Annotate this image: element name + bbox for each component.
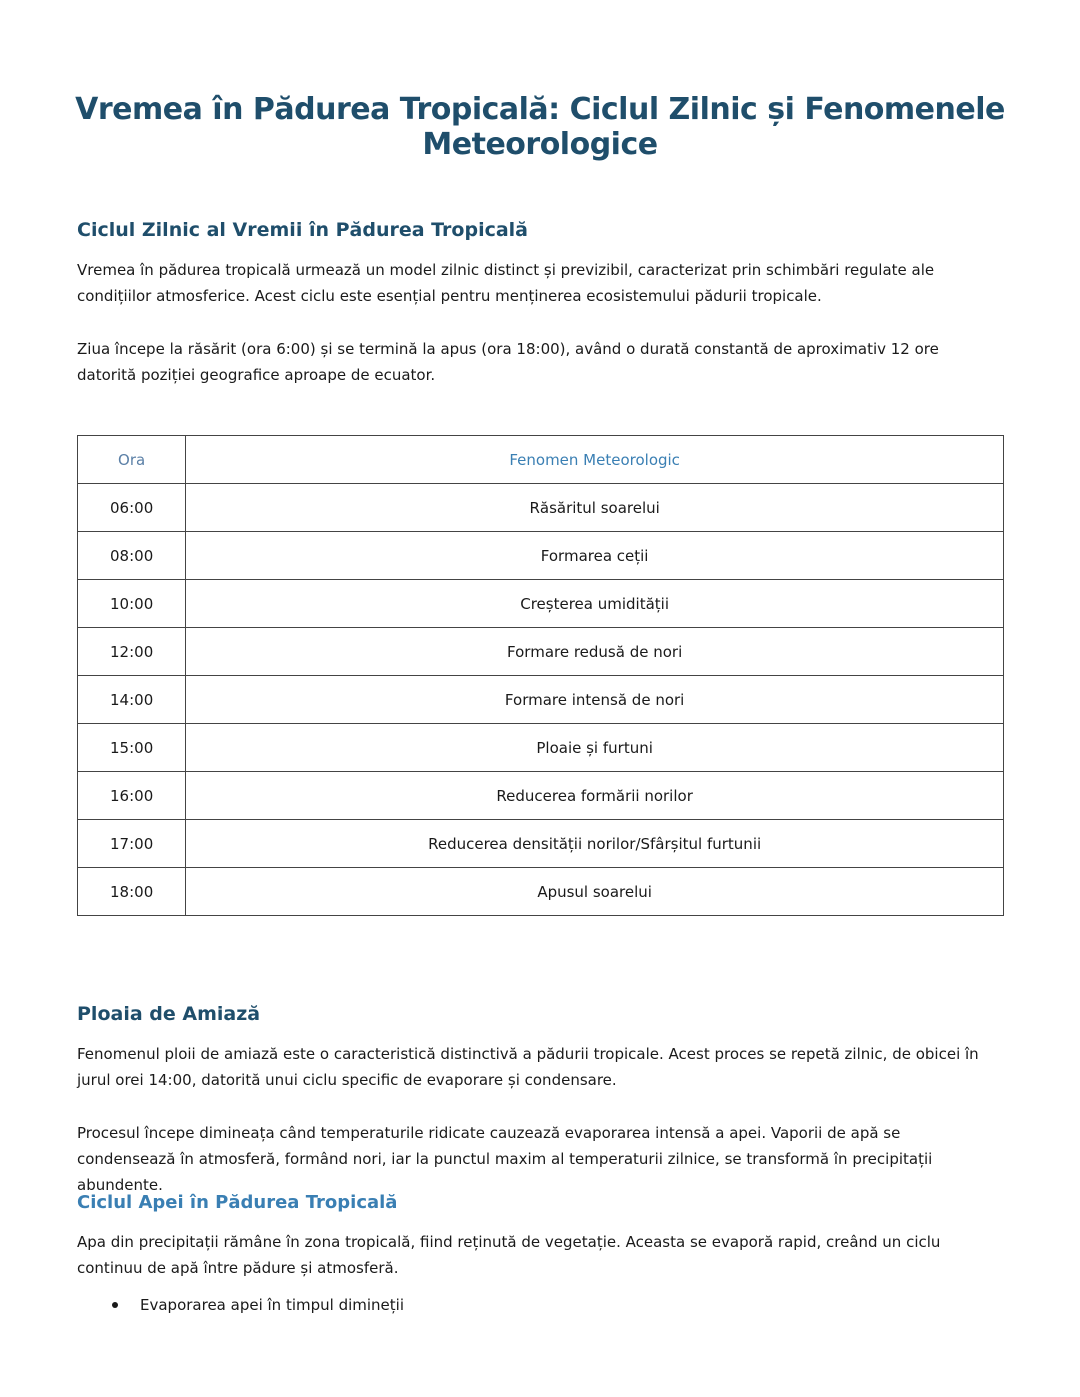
water-cycle-bullet-list [77,1292,404,1318]
hour-cell: 12:00 [78,628,186,676]
list-item-text: Evaporarea apei în timpul dimineții [140,1296,404,1314]
phenomenon-cell: Formare redusă de nori [186,628,1004,676]
phenomenon-cell: Formarea ceții [186,532,1004,580]
hour-cell: 18:00 [78,868,186,916]
paragraph-afternoon-rain-intro: Fenomenul ploii de amiază este o caracteristică distinctivă a pădurii tropicale. Acest proces se repetă zilnic, de obicei în jurul orei 14:00, datorită unui ciclu specific de evaporare și condensare. [77,1045,979,1089]
table-row [78,484,1004,532]
paragraph-rain-process: Procesul începe dimineața când temperaturile ridicate cauzează evaporarea intensă a apei. Vaporii de apă se condensează în atmosferă, formând nori, iar la punctul maxim al temperaturii zilnice, se transformă în precipitații abundente. [77,1124,933,1194]
table-header-row [78,436,1004,484]
table-row [78,628,1004,676]
table-row [78,580,1004,628]
weather-phenomena-table [77,435,1004,916]
paragraph-day-length: Ziua începe la răsărit (ora 6:00) și se termină la apus (ora 18:00), având o durată constantă de aproximativ 12 ore datorită poziției geografice aproape de ecuator. [77,340,939,384]
phenomenon-cell: Formare intensă de nori [186,676,1004,724]
table-row [78,772,1004,820]
paragraph-water-cycle: Apa din precipitații rămâne în zona tropicală, fiind reținută de vegetație. Aceasta se evaporă rapid, creând un ciclu continuu de apă între pădure și atmosferă. [77,1233,941,1277]
phenomenon-cell: Răsăritul soarelui [186,484,1004,532]
table-row [78,532,1004,580]
table-row [78,724,1004,772]
column-header-phenomenon: Fenomen Meteorologic [186,436,1004,484]
hour-cell: 14:00 [78,676,186,724]
page-title: Vremea în Pădurea Tropicală: Ciclul Zilnic și Fenomenele Meteorologice [75,92,1005,162]
section-heading-water-cycle: Ciclul Apei în Pădurea Tropicală [77,1192,398,1213]
phenomenon-cell: Reducerea formării norilor [186,772,1004,820]
phenomenon-cell: Creșterea umidității [186,580,1004,628]
hour-cell: 17:00 [78,820,186,868]
phenomenon-cell: Reducerea densității norilor/Sfârșitul furtunii [186,820,1004,868]
column-header-hour: Ora [78,436,186,484]
hour-cell: 15:00 [78,724,186,772]
bullet-dot-icon [112,1302,118,1308]
section-heading-afternoon-rain: Ploaia de Amiază [77,1003,261,1025]
table-row [78,676,1004,724]
section-heading-daily-cycle: Ciclul Zilnic al Vremii în Pădurea Tropicală [77,219,528,241]
table-row [78,868,1004,916]
paragraph-daily-cycle-intro: Vremea în pădurea tropicală urmează un model zilnic distinct și previzibil, caracterizat prin schimbări regulate ale condițiilor atmosferice. Acest ciclu este esențial pentru menținerea ecosistemului pădurii tropicale. [77,261,935,305]
hour-cell: 10:00 [78,580,186,628]
hour-cell: 08:00 [78,532,186,580]
hour-cell: 06:00 [78,484,186,532]
hour-cell: 16:00 [78,772,186,820]
table-row [78,820,1004,868]
phenomenon-cell: Ploaie și furtuni [186,724,1004,772]
phenomenon-cell: Apusul soarelui [186,868,1004,916]
list-item [77,1292,404,1318]
